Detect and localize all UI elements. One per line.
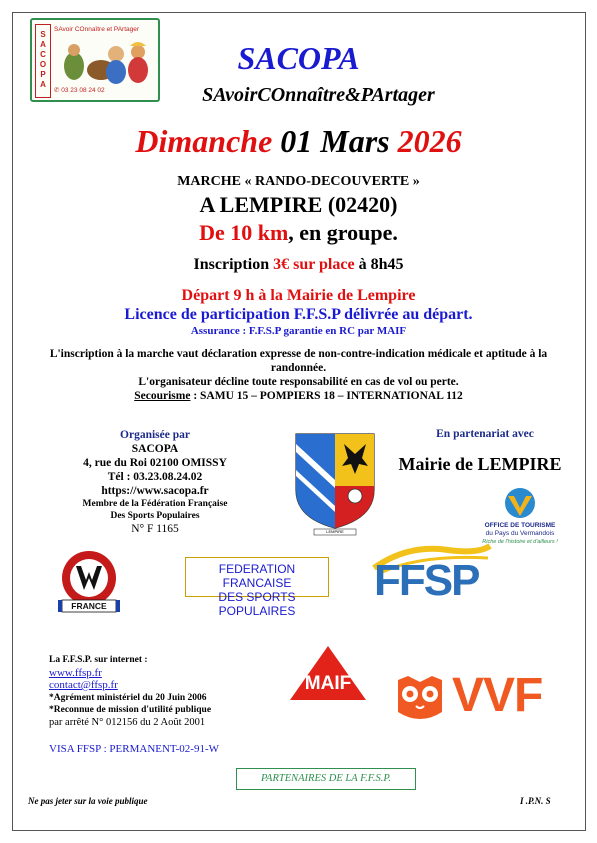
event-place: A LEMPIRE (02420): [199, 192, 398, 217]
organizer-member-2: Des Sports Populaires: [110, 511, 200, 521]
agrement-text: *Agrément ministériel du 20 Juin 2006: [49, 692, 207, 703]
distance-value: De 10 km: [199, 220, 289, 245]
internet-block: [49, 654, 211, 729]
legal-notice: [0, 347, 597, 403]
inscription-label: Inscription: [193, 256, 270, 273]
logo-letter: P: [40, 70, 46, 79]
event-licence: Licence de participation F.F.S.P délivrée au départ.: [124, 306, 473, 323]
event-type: MARCHE « RANDO-DECOUVERTE »: [177, 174, 420, 189]
tourism-line-1: OFFICE DE TOURISME: [484, 522, 556, 529]
secourisme-label: Secourisme: [134, 390, 191, 402]
ffsp-box-line-1: FEDERATION FRANCAISE: [218, 562, 296, 590]
vvf-owl-icon: [394, 672, 446, 724]
event-assurance: Assurance : F.F.S.P garantie en RC par MAIF: [190, 325, 407, 337]
logo-title: SAvoir COnnaître et PArtager: [54, 26, 140, 33]
logo-letter: S: [40, 30, 46, 39]
event-inscription: [0, 256, 597, 274]
footer-ipns: I .P.N. S: [520, 796, 551, 806]
mission-text: *Reconnue de mission d'utilité publique: [49, 705, 212, 715]
maif-wordmark: MAIF: [304, 673, 352, 694]
inscription-time: à 8h45: [358, 256, 404, 273]
page-subtitle: SAvoirCOnnaître&PArtager: [202, 84, 435, 106]
distance-group: , en groupe.: [288, 220, 398, 245]
event-date: [0, 123, 597, 160]
tourism-line-2: du Pays du Vermandois: [485, 530, 555, 537]
partners-box: PARTENAIRES DE LA F.F.S.P.: [236, 768, 416, 790]
ffsp-website-link[interactable]: www.ffsp.fr: [49, 666, 102, 679]
legal-line-2: randonnée.: [270, 362, 327, 374]
inscription-price: 3€ sur place: [273, 256, 355, 273]
organizer-number: N° F 1165: [131, 523, 179, 535]
date-year: 2026: [397, 123, 462, 159]
organizer-name: SACOPA: [131, 443, 179, 455]
date-day: Dimanche: [135, 123, 273, 159]
organizer-address: 4, rue du Roi 02100 OMISSY: [83, 457, 227, 469]
arrete-text: par arrêté N° 012156 du 2 Août 2001: [49, 716, 206, 728]
organizer-web: https://www.sacopa.fr: [101, 485, 209, 497]
partner-name: Mairie de LEMPIRE: [398, 454, 562, 474]
logo-letter: C: [40, 50, 46, 59]
organizer-tel: Tél : 03.23.08.24.02: [107, 471, 203, 483]
partner-heading: En partenariat avec: [436, 428, 534, 440]
organizer-block: [60, 428, 250, 536]
visa-text: VISA FFSP : PERMANENT-02-91-W: [49, 743, 220, 755]
tourism-logo-icon: [500, 486, 540, 520]
organizer-heading: Organisée par: [120, 429, 190, 441]
logo-letter: A: [40, 40, 46, 49]
logo-letter: A: [40, 80, 46, 89]
secourisme-text: : SAMU 15 – POMPIERS 18 – INTERNATIONAL 112: [190, 390, 463, 402]
crest-label: LEMPIRE: [326, 529, 344, 534]
page-title: SACOPA: [237, 40, 360, 76]
ivv-label: FRANCE: [71, 601, 107, 611]
internet-heading: La F.F.S.P. sur internet :: [49, 655, 148, 665]
organizer-member-1: Membre de la Fédération Française: [82, 499, 228, 509]
event-depart: Départ 9 h à la Mairie de Lempire: [181, 287, 416, 304]
event-distance: [0, 220, 597, 246]
logo-phone: ✆ 03 23 08 24 02: [54, 87, 105, 94]
vvf-wordmark: VVF: [452, 669, 543, 722]
lempire-crest: [292, 430, 378, 536]
legal-secourisme: [0, 389, 597, 403]
ffsp-email-link[interactable]: contact@ffsp.fr: [49, 679, 118, 691]
tourism-line-3: Riche de l'histoire et d'ailleurs !: [482, 539, 558, 545]
ffsp-box-line-2: DES SPORTS POPULAIRES: [218, 590, 296, 618]
ffsp-wordmark: FFSP: [374, 556, 479, 605]
date-daymonth: 01 Mars: [280, 123, 390, 159]
footer-notice: Ne pas jeter sur la voie publique: [28, 796, 148, 806]
legal-line-1: L'inscription à la marche vaut déclaration expresse de non-contre-indication médicale et aptitude à la: [49, 348, 548, 360]
legal-line-3: L'organisateur décline toute responsabilité en cas de vol ou perte.: [138, 376, 459, 388]
logo-letter: O: [39, 60, 47, 69]
ffsp-federation-box: [185, 557, 329, 618]
